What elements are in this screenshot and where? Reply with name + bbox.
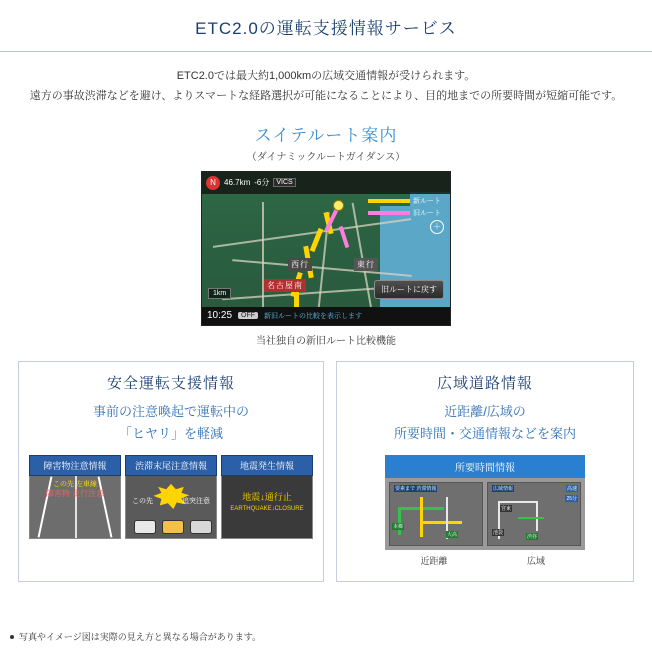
card-obstacle-warning xyxy=(29,455,121,539)
page-header xyxy=(0,0,652,52)
caption-short-distance: 近距離 xyxy=(420,555,448,566)
navigation-screen xyxy=(201,171,451,326)
card-heading: 渋滞末尾注意情報 xyxy=(125,455,217,476)
route-legend xyxy=(368,196,446,220)
route-yellow xyxy=(420,521,462,524)
destination-marker-icon xyxy=(333,200,344,211)
off-toggle-chip[interactable]: OFF xyxy=(238,312,258,319)
map-label: 西行 xyxy=(288,258,312,271)
short-distance-map xyxy=(389,482,483,546)
map-chip: 広域情報 xyxy=(493,485,514,492)
route-white xyxy=(498,501,538,503)
route-yellow xyxy=(420,497,423,537)
travel-time-captions xyxy=(385,554,585,567)
map-label: 名古屋南 xyxy=(264,279,306,292)
zoom-control-icon[interactable]: ＋ xyxy=(430,220,444,234)
bullet-icon xyxy=(10,635,14,639)
card-warning-text xyxy=(30,480,120,499)
panel-lead-line-2: 「ヒヤリ」を軽減 xyxy=(118,425,223,441)
panel-lead-line-2: 所要時間・交通情報などを案内 xyxy=(393,425,576,441)
wide-area-map xyxy=(487,482,581,546)
card-heading: 障害物注意情報 xyxy=(29,455,121,476)
map-road xyxy=(262,202,264,322)
panel-lead-wide-area xyxy=(347,401,623,445)
map-chip: 宮東 xyxy=(501,505,512,512)
legend-label-old: 旧ルート xyxy=(413,209,441,217)
panel-lead-line-1: 事前の注意喚起で運転中の xyxy=(92,403,249,419)
panel-lead-line-1: 近距離/広域の xyxy=(444,403,526,419)
nav-demo-subtitle: （ダイナミックルートガイダンス） xyxy=(246,151,406,163)
return-to-old-route-button[interactable]: 旧ルートに戻す xyxy=(374,280,444,299)
legend-item-old-route xyxy=(368,208,446,218)
map-chip: 25分 xyxy=(566,495,577,502)
vics-badge: VICS xyxy=(273,178,295,187)
route-green xyxy=(518,517,544,519)
nav-top-bar xyxy=(202,172,450,194)
warning-line-1: この先 左車線 xyxy=(53,480,97,488)
feature-panels xyxy=(0,347,652,582)
warning-line-2: 障害物 走行注意 xyxy=(45,488,105,498)
car-icon xyxy=(134,520,156,534)
map-chip: 要素まで 渋滞情報 xyxy=(395,485,437,492)
panel-wide-area-road-info xyxy=(336,361,634,582)
travel-time-graphic xyxy=(385,455,585,567)
card-earthquake-info xyxy=(221,455,313,539)
card-image-road xyxy=(29,476,121,539)
card-row xyxy=(29,455,313,539)
route-green xyxy=(398,507,401,535)
map-chip: 大高 xyxy=(447,531,458,538)
card-heading: 地震発生情報 xyxy=(221,455,313,476)
caption-wide-area: 広域 xyxy=(526,555,545,566)
bottom-status-message: 新旧ルートの比較を表示します xyxy=(264,312,363,320)
map-scale-indicator: 1km xyxy=(208,288,231,299)
earthquake-line-2: EARTHQUAKE↓CLOSURE xyxy=(230,505,304,512)
intro-line-1: ETC2.0では最大約1,000kmの広域交通情報が受けられます。 xyxy=(176,70,476,82)
compass-icon[interactable]: N xyxy=(206,176,220,190)
clock-display: 10:25 xyxy=(207,310,233,322)
panel-lead-safe-driving xyxy=(29,401,313,445)
card-traffic-jam-warning xyxy=(125,455,217,539)
panel-title-safe-driving: 安全運転支援情報 xyxy=(106,374,235,392)
navigation-demo-block xyxy=(201,121,451,347)
nav-demo-caption: 当社独自の新旧ルート比較機能 xyxy=(256,335,396,347)
jam-label-left: この先 xyxy=(132,497,153,505)
legend-swatch-old xyxy=(368,211,410,215)
map-label: 東行 xyxy=(354,258,378,271)
legend-item-new-route xyxy=(368,196,446,206)
map-chip: 池袋 xyxy=(493,529,504,536)
nav-demo-title: スイテルート案内 xyxy=(254,125,398,145)
legend-label-new: 新ルート xyxy=(413,197,441,205)
car-icon xyxy=(190,520,212,534)
jam-label-right: 追突注意 xyxy=(182,497,210,505)
intro-text xyxy=(0,52,652,111)
page-title: ETC2.0の運転支援情報サービス xyxy=(195,19,457,38)
map-chip: 本郷 xyxy=(393,523,404,530)
eta-difference: -6分 xyxy=(254,178,270,188)
map-chip: 渋谷 xyxy=(527,533,538,540)
panel-safe-driving xyxy=(18,361,324,582)
nav-bottom-bar xyxy=(202,307,450,325)
footnote xyxy=(10,630,261,643)
card-image-earthquake xyxy=(221,476,313,539)
footnote-text: 写真やイメージ図は実際の見え方と異なる場合があります。 xyxy=(19,632,262,642)
travel-time-heading: 所要時間情報 xyxy=(385,455,585,478)
remaining-distance: 46.7km xyxy=(224,178,251,188)
panel-title-wide-area: 広域道路情報 xyxy=(436,374,533,392)
card-image-jam xyxy=(125,476,217,539)
travel-time-body xyxy=(385,478,585,550)
car-icon xyxy=(162,520,184,534)
map-chip: 高速 xyxy=(566,485,577,492)
earthquake-line-1: 地震↓通行止 xyxy=(242,491,292,502)
route-white xyxy=(536,501,538,531)
legend-swatch-new xyxy=(368,199,410,203)
intro-line-2: 遠方の事故渋滞などを避け、よりスマートな経路選択が可能になることにより、目的地までの所要時間が短縮可能です。 xyxy=(29,90,623,103)
